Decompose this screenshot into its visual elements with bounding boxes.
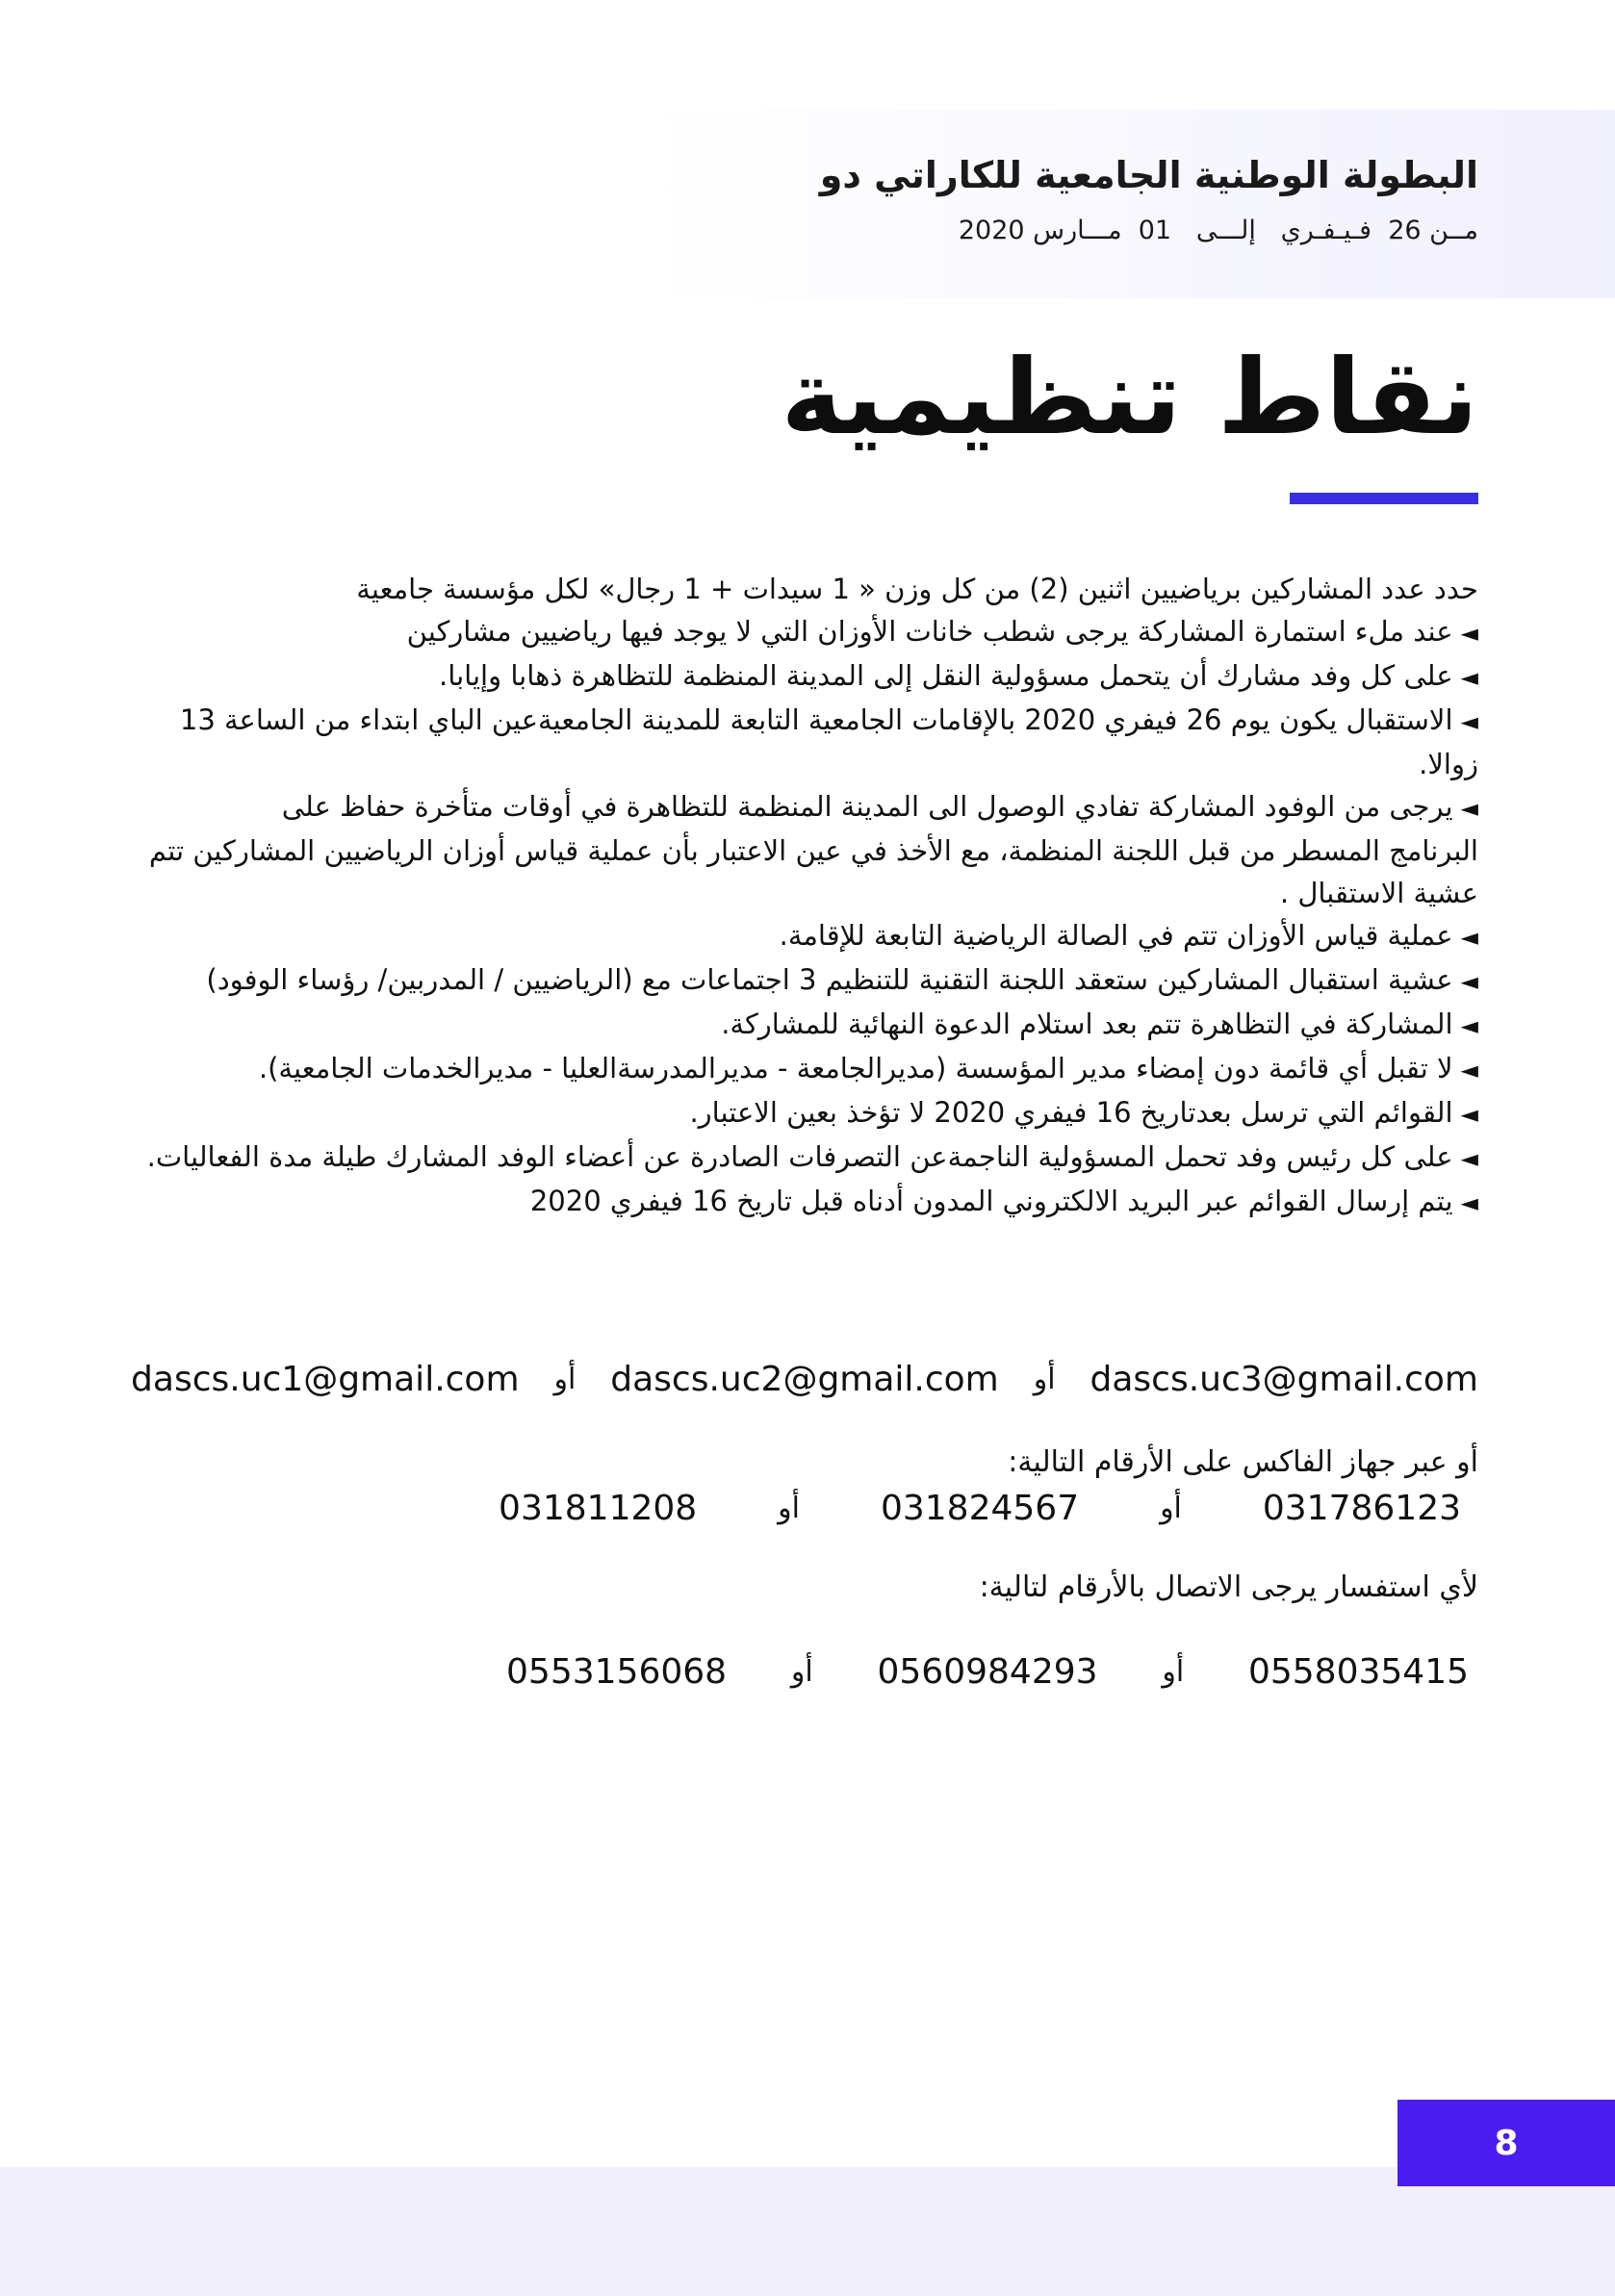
bullet-item — [131, 654, 1478, 699]
or-separator: أو — [778, 1492, 800, 1525]
bullet-item — [131, 1047, 1478, 1091]
bullet-text: عشية استقبال المشاركين ستعقد اللجنة التقنية للتنظيم 3 اجتماعات مع (الرياضيين / المدربين/ رؤساء الوفود) — [206, 963, 1453, 996]
arrow-left-icon: ◄ — [1460, 968, 1478, 995]
contact-label: لأي استفسار يرجى الاتصال بالأرقام لتالية: — [979, 1570, 1478, 1604]
arrow-left-icon: ◄ — [1460, 1012, 1478, 1039]
bullet-text: عند ملء استمارة المشاركة يرجى شطب خانات الأوزان التي لا يوجد فيها رياضيين مشاركين — [406, 615, 1453, 648]
bullet-text: المشاركة في التظاهرة تتم بعد استلام الدعوة النهائية للمشاركة. — [721, 1008, 1453, 1040]
footer-band — [0, 2167, 1615, 2296]
phone-number: 0560984293 — [877, 1652, 1098, 1692]
bullet-text: يرجى من الوفود المشاركة تفادي الوصول الى المدينة المنظمة للتظاهرة في أوقات متأخرة حفاظ على — [281, 790, 1453, 823]
phone-number: 0553156068 — [506, 1652, 728, 1692]
or-separator: أو — [1162, 1655, 1185, 1689]
event-title: البطولة الوطنية الجامعية للكاراتي دو — [819, 154, 1478, 196]
or-separator: أو — [1033, 1363, 1056, 1396]
bullet-text: يتم إرسال القوائم عبر البريد الالكتروني المدون أدناه قبل تاريخ 16 فيفري 2020 — [529, 1185, 1453, 1217]
bullet-item — [131, 958, 1478, 1003]
bullet-item — [131, 785, 1478, 829]
arrow-left-icon: ◄ — [1460, 708, 1478, 735]
bullet-text: على كل وفد مشارك أن يتحمل مسؤولية النقل إلى المدينة المنظمة للتظاهرة ذهابا وإيابا. — [439, 659, 1453, 692]
title-underline — [1290, 493, 1478, 504]
paragraph-intro: حدد عدد المشاركين برياضيين اثنين (2) من كل وزن « 1 سيدات + 1 رجال» لكل مؤسسة جامعية — [356, 573, 1478, 605]
or-separator: أو — [790, 1655, 813, 1689]
bullet-item — [131, 699, 1478, 785]
phone-number: 0558035415 — [1247, 1652, 1469, 1692]
fax-label: أو عبر جهاز الفاكس على الأرقام التالية: — [1008, 1445, 1478, 1479]
bullet-text: الاستقبال يكون يوم 26 فيفري 2020 بالإقامات الجامعية التابعة للمدينة الجامعيةعين الباي ابتداء من الساعة 13 زوالا. — [179, 703, 1478, 780]
email-list — [131, 1359, 1478, 1401]
or-separator: أو — [1160, 1492, 1182, 1525]
bullet-item — [131, 1135, 1478, 1180]
arrow-left-icon: ◄ — [1460, 620, 1478, 647]
body-text — [131, 568, 1478, 1224]
bullet-text: عملية قياس الأوزان تتم في الصالة الرياضية التابعة للإقامة. — [779, 919, 1453, 952]
fax-number-list — [499, 1488, 1461, 1530]
page-number: 8 — [1397, 2100, 1615, 2186]
email-address[interactable]: dascs.uc3@gmail.com — [1089, 1360, 1478, 1399]
header-band — [0, 110, 1615, 298]
arrow-left-icon: ◄ — [1460, 795, 1478, 822]
arrow-left-icon: ◄ — [1460, 1057, 1478, 1084]
bullet-item — [131, 914, 1478, 958]
continuation-text: البرنامج المسطر من قبل اللجنة المنظمة، مع الأخذ في عين الاعتبار بأن عملية قياس أوزان الرياضيين المشاركين تتم عشية الاستقبال . — [148, 834, 1478, 909]
bullet-text: لا تقبل أي قائمة دون إمضاء مدير المؤسسة (مديرالجامعة - مديرالمدرسةالعليا - مديرالخدمات الجامعية). — [258, 1052, 1453, 1084]
arrow-left-icon: ◄ — [1460, 1189, 1478, 1216]
contact-number-list — [506, 1651, 1469, 1694]
bullet-item — [131, 1003, 1478, 1047]
bullet-text: على كل رئيس وفد تحمل المسؤولية الناجمةعن التصرفات الصادرة عن أعضاء الوفد المشارك طيلة مدة الفعاليات. — [146, 1140, 1453, 1173]
bullet-item — [131, 610, 1478, 654]
bullet-item — [131, 1180, 1478, 1224]
page-title: نقاط تنظيمية — [781, 338, 1478, 458]
email-address[interactable]: dascs.uc1@gmail.com — [131, 1360, 520, 1399]
or-separator: أو — [553, 1363, 577, 1396]
email-address[interactable]: dascs.uc2@gmail.com — [610, 1360, 999, 1399]
fax-number: 031786123 — [1262, 1489, 1461, 1528]
fax-number: 031811208 — [499, 1489, 698, 1528]
arrow-left-icon: ◄ — [1460, 1101, 1478, 1128]
bullet-item — [131, 1091, 1478, 1135]
arrow-left-icon: ◄ — [1460, 664, 1478, 691]
event-dates: مــن 26 فـيـفـري إلـــى 01 مـــارس 2020 — [958, 216, 1478, 245]
arrow-left-icon: ◄ — [1460, 1145, 1478, 1172]
bullet-text: القوائم التي ترسل بعدتاريخ 16 فيفري 2020 لا تؤخذ بعين الاعتبار. — [689, 1096, 1453, 1129]
fax-number: 031824567 — [880, 1489, 1080, 1528]
arrow-left-icon: ◄ — [1460, 924, 1478, 951]
